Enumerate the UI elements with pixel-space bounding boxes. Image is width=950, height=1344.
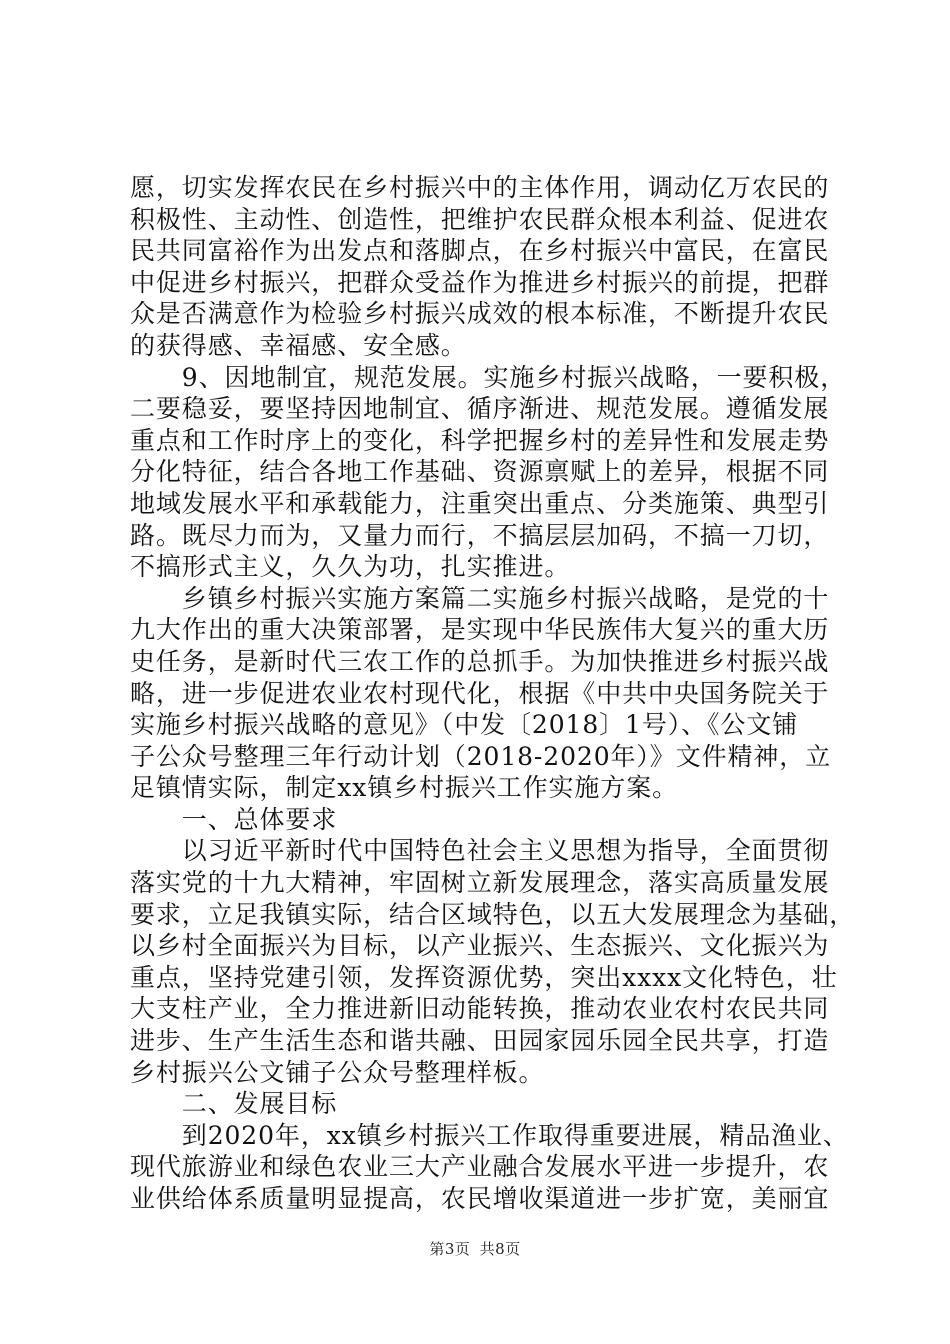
page-number: 第3页	[429, 1240, 471, 1258]
text-line: 二、发展目标	[130, 1089, 338, 1119]
document-body	[130, 172, 856, 1215]
text-line: 乡镇乡村振兴实施方案篇二实施乡村振兴战略，是党的十	[130, 583, 830, 613]
text-line: 重点和工作时序上的变化，科学把握乡村的差异性和发展走势	[130, 425, 830, 455]
text-line: 二要稳妥，要坚持因地制宜、循序渐进、规范发展。遵循发展	[130, 394, 830, 424]
text-line: 进步、生产生活生态和谐共融、田园家园乐园全民共享，打造	[130, 1026, 830, 1056]
text-line: 子公众号整理三年行动计划（2018-2020年）》文件精神，立	[130, 741, 832, 771]
text-line: 业供给体系质量明显提高，农民增收渠道进一步扩宽，美丽宜	[130, 1184, 830, 1213]
text-line: 以乡村全面振兴为目标，以产业振兴、生态振兴、文化振兴为	[130, 931, 830, 961]
text-line: 史任务，是新时代三农工作的总抓手。为加快推进乡村振兴战	[130, 646, 830, 676]
text-line: 现代旅游业和绿色农业三大产业融合发展水平进一步提升，农	[130, 1152, 830, 1182]
text-line: 路。既尽力而为，又量力而行，不搞层层加码，不搞一刀切，	[130, 520, 830, 550]
text-line: 愿，切实发挥农民在乡村振兴中的主体作用，调动亿万农民的	[130, 173, 830, 202]
text-line: 略，进一步促进农业农村现代化，根据《中共中央国务院关于	[130, 678, 830, 708]
text-line: 要求，立足我镇实际，结合区域特色，以五大发展理念为基础，	[130, 899, 856, 929]
text-line: 以习近平新时代中国特色社会主义思想为指导，全面贯彻	[130, 836, 830, 866]
text-line: 积极性、主动性、创造性，把维护农民群众根本利益、促进农	[130, 204, 830, 234]
text-line: 乡村振兴公文铺子公众号整理样板。	[130, 1057, 545, 1087]
text-line: 大支柱产业，全力推进新旧动能转换，推动农业农村农民共同	[130, 994, 830, 1024]
text-line: 分化特征，结合各地工作基础、资源禀赋上的差异，根据不同	[130, 457, 830, 487]
text-line: 地域发展水平和承载能力，注重突出重点、分类施策、典型引	[130, 488, 830, 518]
text-line: 的获得感、幸福感、安全感。	[130, 330, 467, 360]
text-line: 不搞形式主义，久久为功，扎实推进。	[130, 552, 571, 582]
text-line: 实施乡村振兴战略的意见》（中发〔2018〕1号）、《公文铺	[130, 710, 799, 740]
text-line: 足镇情实际，制定xx镇乡村振兴工作实施方案。	[130, 773, 678, 803]
text-line: 到2020年，xx镇乡村振兴工作取得重要进展，精品渔业、	[130, 1120, 849, 1150]
text-line: 众是否满意作为检验乡村振兴成效的根本标准，不断提升农民	[130, 299, 830, 329]
text-line: 中促进乡村振兴，把群众受益作为推进乡村振兴的前提，把群	[130, 267, 830, 297]
text-line: 九大作出的重大决策部署，是实现中华民族伟大复兴的重大历	[130, 615, 830, 645]
text-line: 9、因地制宜，规范发展。实施乡村振兴战略，一要积极，	[130, 362, 847, 392]
text-line: 重点，坚持党建引领，发挥资源优势，突出xxxx文化特色，壮	[130, 962, 838, 992]
text-line: 民共同富裕作为出发点和落脚点，在乡村振兴中富民，在富民	[130, 236, 830, 266]
page-footer	[0, 1238, 950, 1259]
text-line: 一、总体要求	[130, 804, 338, 834]
page-total: 共8页	[479, 1240, 521, 1258]
text-line: 落实党的十九大精神，牢固树立新发展理念，落实高质量发展	[130, 868, 830, 898]
